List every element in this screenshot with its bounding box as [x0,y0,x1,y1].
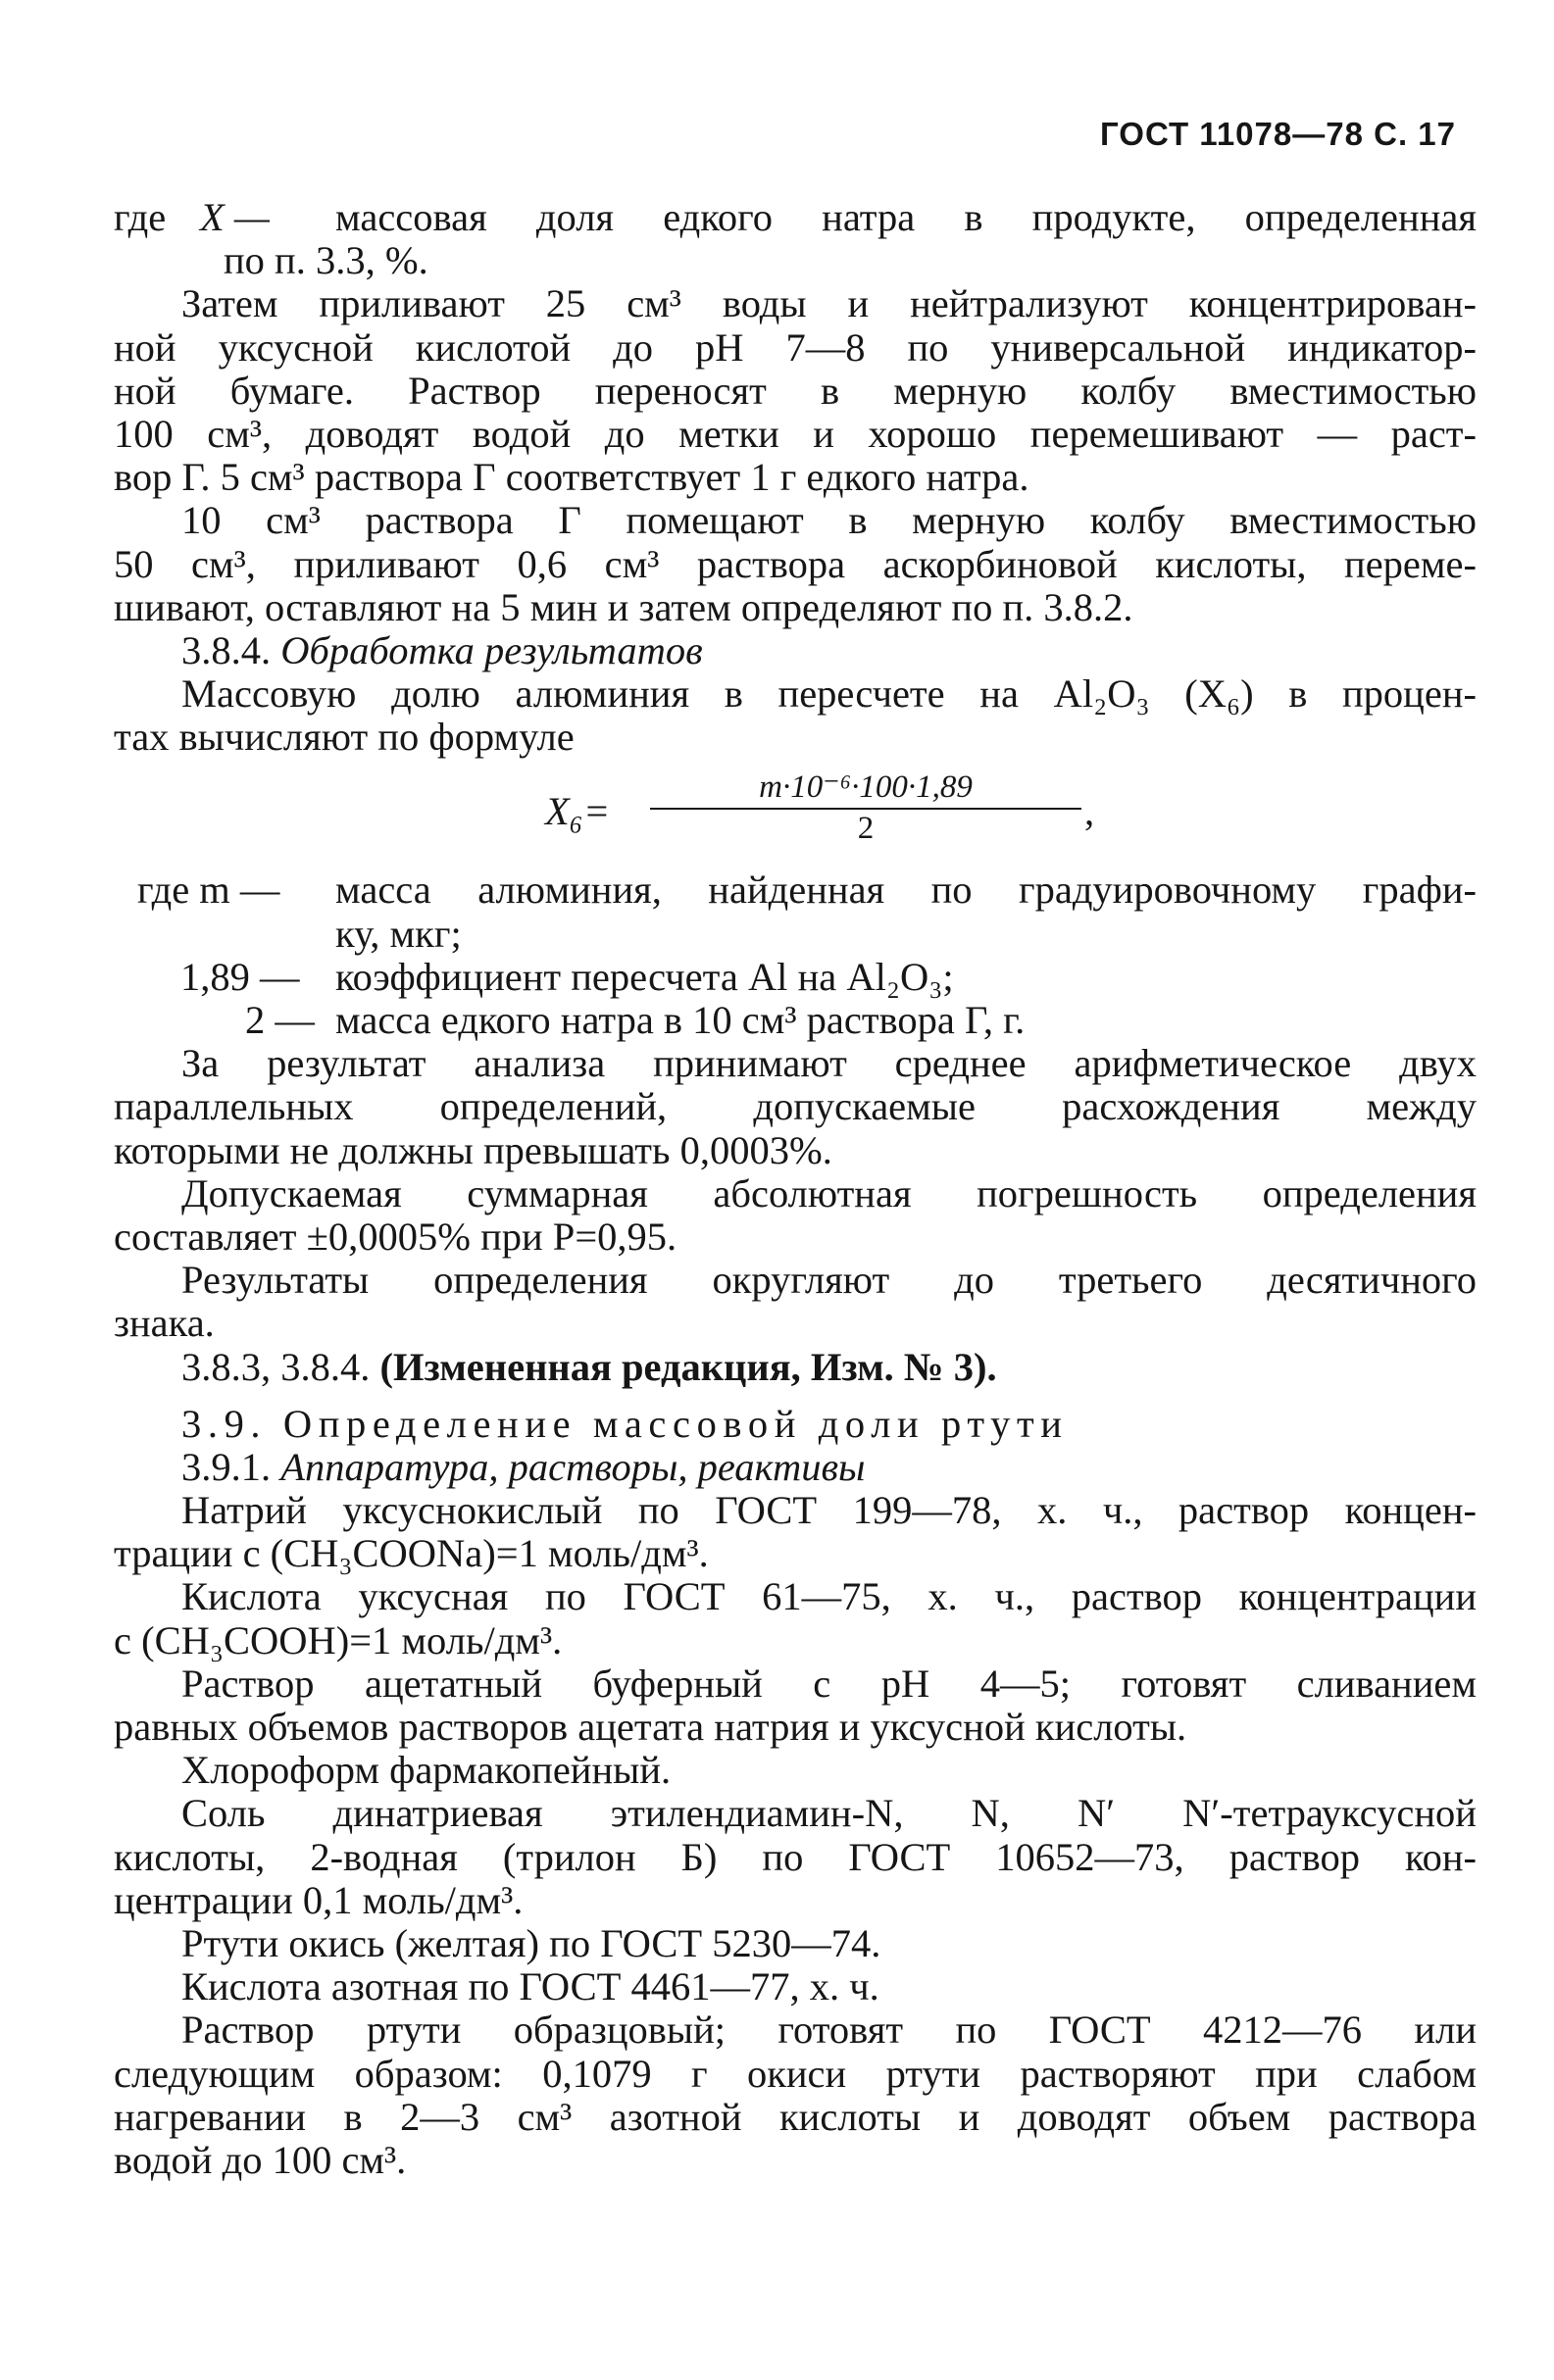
text-line: Хлороформ фармакопейный. [181,1748,672,1793]
text-line: знака. [114,1301,215,1346]
section-heading [114,629,1477,672]
where-label: где [114,195,167,239]
text-line: параллельных определений, допускаемые расхождения между [114,1084,1477,1129]
amendment-text: (Измененная редакция, Изм. № 3). [379,1344,997,1389]
text-line: ной уксусной кислотой до pH 7—8 по универсальной индикатор- [114,324,1477,370]
text-line: Раствор ртути образцовый; готовят по ГОСТ 4212—76 или [181,2008,1477,2053]
text-line: которыми не должны превышать 0,0003%. [114,1127,832,1172]
text-line: Кислота азотная по ГОСТ 4461—77, х. ч. [181,1964,879,2009]
section-title: Обработка результатов [280,627,703,672]
formula [114,759,1477,868]
section-heading: 3.9. Определение массовой доли ртути [181,1401,1069,1446]
legend-text: масса едкого натра в 10 см³ раствора Г, г. [335,998,1026,1042]
text-line: тах вычисляют по формуле [114,715,575,760]
text-line: 10 см³ раствора Г помещают в мерную колбу вместимостью [181,498,1477,543]
text-line: равных объемов растворов ацетата натрия и уксусной кислоты. [114,1705,1187,1749]
legend-line: ку, мкг; [335,911,462,956]
text-line: водой до 100 см³. [114,2137,407,2182]
formula-denominator: 2 [857,811,875,847]
legend-line [114,956,1477,999]
text-line: центрации 0,1 моль/дм³. [114,1877,524,1922]
formula-comma: , [1084,789,1095,834]
text-line: Результаты определения округляют до третьего десятичного [181,1258,1477,1303]
legend-symbol: 2 — [245,998,315,1042]
text-line: Соль динатриевая этилендиамин-N, N, N′ N′-тетрауксусной [181,1791,1477,1836]
text-line: нагревании в 2—3 см³ азотной кислоты и доводят объем раствора [114,2094,1477,2139]
section-number: 3.8.4. [181,627,272,672]
text-line: составляет ±0,0005% при P=0,95. [114,1214,677,1259]
text-line: Массовую долю алюминия в пересчете на Al₂O₃ (X₆) в процен- [181,671,1477,717]
subsection-heading [114,1446,1477,1489]
amendment-ref: 3.8.3, 3.8.4. [181,1344,371,1389]
text-line: трации c (CH₃COONa)=1 моль/дм³. [114,1531,709,1576]
text-line: ной бумаге. Раствор переносят в мерную колбу вместимостью [114,368,1477,413]
text-line: Допускаемая суммарная абсолютная погрешность определения [181,1170,1477,1215]
text-line: Ртути окись (желтая) по ГОСТ 5230—74. [181,1920,881,1965]
formula-lhs: X₆= [545,789,611,834]
text-line: c (CH₃COOH)=1 моль/дм³. [114,1617,563,1662]
amendment-note [114,1346,1477,1389]
text-line: Кислота уксусная по ГОСТ 61—75, х. ч., раствор концентрации [181,1574,1477,1619]
page-header: ГОСТ 11078—78 С. 17 [1100,116,1456,152]
subsection-title: Аппаратура, растворы, реактивы [280,1444,866,1489]
legend-symbol: где m — [137,868,280,913]
text-line: За результат анализа принимают среднее арифметическое двух [181,1041,1477,1086]
text-line: вор Г. 5 см³ раствора Г соответствует 1 г едкого натра. [114,455,1029,500]
text-line: следующим образом: 0,1079 г окиси ртути растворяют при слабом [114,2051,1477,2096]
formula-numerator: m·10⁻⁶·100·1,89 [650,769,1081,810]
legend-line [114,999,1477,1042]
definition-text: массовая доля едкого натра в продукте, определенная [335,195,1477,239]
text-line: по п. 3.3, %. [224,238,428,283]
text-line: Раствор ацетатный буферный с pH 4—5; готовят сливанием [181,1661,1477,1706]
subsection-number: 3.9.1. [181,1444,272,1489]
text-line: шивают, оставляют на 5 мин и затем определяют по п. 3.8.2. [114,584,1133,629]
legend-text: коэффициент пересчета Al на Al₂O₃; [335,954,954,999]
text-line: Натрий уксуснокислый по ГОСТ 199—78, х. ч., раствор концен- [181,1488,1477,1533]
document-body [114,196,1477,2182]
text-line [114,196,1477,239]
text-line: Затем приливают 25 см³ воды и нейтрализуют концентрирован- [181,281,1477,326]
text-line: 100 см³, доводят водой до метки и хорошо перемешивают — раст- [114,411,1477,456]
legend-text: масса алюминия, найденная по градуировочному графи- [335,868,1477,913]
formula-fraction [650,769,1081,847]
symbol-x: X — [200,195,270,239]
text-line: 50 см³, приливают 0,6 см³ раствора аскорбиновой кислоты, переме- [114,541,1477,586]
legend-symbol: 1,89 — [180,954,300,999]
text-line: кислоты, 2-водная (трилон Б) по ГОСТ 10652—73, раствор кон- [114,1834,1477,1879]
legend-line [114,868,1477,912]
